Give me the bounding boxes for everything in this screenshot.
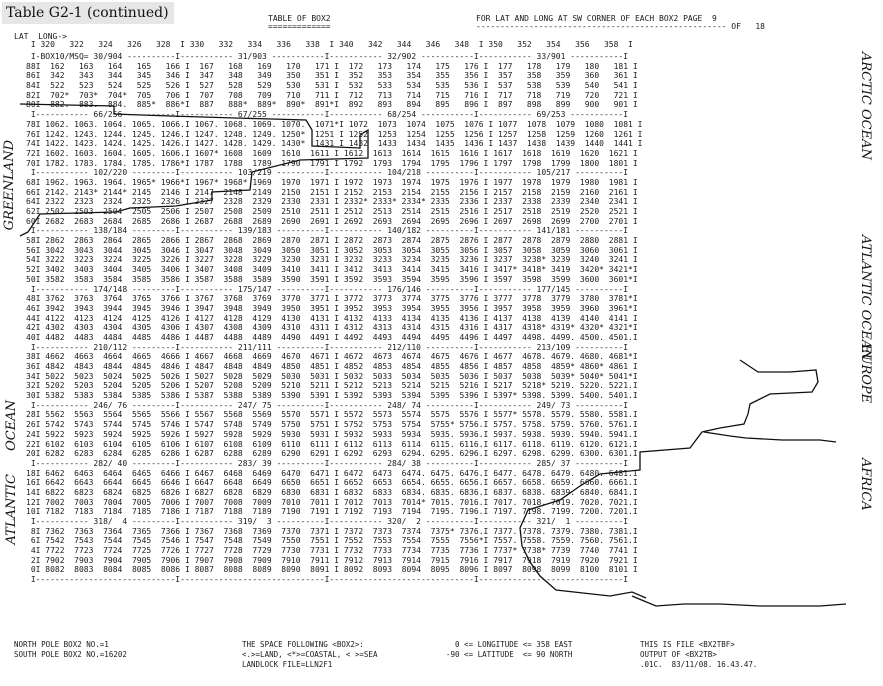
latitude-row: 22I 6102 6103 6104 6105 6106 I 6107 6108 6109 6110 6111 I 6112 6113 6114 6115. 6116.I 6117. 6118. 6119. 6120. 6121.I [26, 439, 638, 449]
latitude-row: 36I 4842 4843 4844 4845 4846 I 4847 4848 4849 4850 4851 I 4852 4853 4854 4855 4856 I 4857 4858 4859* 4860* 4861 I [26, 362, 638, 371]
latitude-row: 48I 3762 3763 3764 3765 3766 I 3767 3768 3769 3770 3771 I 3772 3773 3774 3775 3776 I 3777 3778 3779 3780 3781*I [26, 294, 638, 304]
box10-separator-row: I----------- 66/256 ----------I----------- 67/255 -----------I----------- 68/254 -----------I----------- 69/253 -----------I [26, 110, 629, 120]
latitude-row: 78I 1062. 1063. 1064. 1065. 1066.I 1067. 1068. 1069. 1070. 1071*I 1072 1073 1074 1075 1076 I 1077 1078 1079 1080 1081 I [26, 119, 643, 129]
longitude-header: I 320 322 324 326 328 I 330 332 334 336 338 I 340 342 344 346 348 I 350 352 354 356 358 I [26, 40, 633, 49]
latitude-row: 82I 702* 703* 704* 705 706 I 707 708 709 710 711 I 712 713 714 715 716 I 717 718 719 720 721 I [26, 90, 638, 100]
run-timestamp: .01C. 83/11/08. 16.43.47. [640, 660, 758, 669]
latitude-row: 32I 5202 5203 5204 5205 5206 I 5207 5208 5209 5210 5211 I 5212 5213 5214 5215 5216 I 5217 5218* 5219. 5220. 5221.I [26, 381, 638, 391]
latitude-row: 52I 3402 3403 3404 3405 3406 I 3407 3408 3409 3410 3411 I 3412 3413 3414 3415 3416 I 3417* 3418* 3419 3420* 3421*I [26, 265, 638, 275]
table-title-underline: ============= [268, 22, 331, 31]
south-pole-note: SOUTH POLE BOX2 NO.=16202 [14, 650, 127, 659]
latitude-row: 8I 7362 7363 7364 7365 7366 I 7367 7368 7369 7370 7371 I 7372 7373 7374 7375* 7376.I 7377. 7378. 7379. 7380. 7381.I [26, 526, 638, 536]
page-title-underline: ---------------------------------------------------- OF 18 [476, 22, 765, 31]
europe-coastline [520, 360, 818, 598]
latitude-row: 10I 7182 7183 7184 7185 7186 I 7187 7188 7189 7190 7191 I 7192 7193 7194 7195. 7196.I 7197. 7198. 7199. 7200. 7201.I [26, 507, 638, 517]
north-pole-note: NORTH POLE BOX2 NO.=1 [14, 640, 109, 649]
lat-long-label: LAT LONG-> [14, 32, 67, 41]
latitude-row: 2I 7902 7903 7904 7905 7906 I 7907 7908 7909 7910 7911 I 7912 7913 7914 7915 7916 I 7917 7918 7919 7920 7921 I [26, 555, 638, 565]
latitude-row: 20I 6282 6283 6284 6285 6286 I 6287 6288 6289 6290 6291 I 6292 6293 6294. 6295. 6296.I 6297. 6298. 6299. 6300. 6301.I [26, 449, 638, 459]
latitude-row: 16I 6642 6643 6644 6645 6646 I 6647 6648 6649 6650 6651 I 6652 6653 6654. 6655. 6656.I 6657. 6658. 6659. 6660. 6661.I [26, 478, 638, 488]
greenland-label: GREENLAND [2, 140, 17, 231]
atlantic-ocean-right-label: ATLANTIC OCEAN [858, 235, 873, 361]
latitude-row: 76I 1242. 1243. 1244. 1245. 1246.I 1247. 1248. 1249. 1250* 1251 I 1252 1253 1254 1255 1256 I 1257 1258 1259 1260 1261 I [26, 129, 643, 139]
box10-separator-row: I----------- 246/ 76 ---------I----------- 247/ 75 ----------I----------- 248/ 74 ----------I----------- 249/ 73 ----------I [26, 400, 629, 410]
box10-separator-row: I----------- 138/184 ---------I----------- 139/183 ----------I----------- 140/182 ----------I----------- 141/181 ----------I [26, 226, 629, 236]
latitude-row: 56I 3042 3043 3044 3045 3046 I 3047 3048 3049 3050 3051 I 3052 3053 3054 3055 3056 I 3057 3058 3059 3060 3061 I [26, 245, 638, 255]
output-source: OUTPUT OF <BX2TB> [640, 650, 717, 659]
latitude-row: 40I 4482 4483 4484 4485 4486 I 4487 4488 4489 4490 4491 I 4492 4493 4494 4495 4496 I 4497 4498. 4499. 4500. 4501.I [26, 332, 638, 342]
latitude-row: 6I 7542 7543 7544 7545 7546 I 7547 7548 7549 7550 7551 I 7552 7553 7554 7555 7556*I 7557. 7558. 7559. 7560. 7561.I [26, 536, 638, 546]
legend-heading: THE SPACE FOLLOWING <BOX2>: [242, 640, 364, 649]
latitude-range: -90 <= LATITUDE <= 90 NORTH [446, 650, 573, 659]
latitude-row: 42I 4302 4303 4304 4305 4306 I 4307 4308 4309 4310 4311 I 4312 4313 4314 4315 4316 I 4317 4318* 4319* 4320* 4321*I [26, 323, 638, 333]
latitude-row: 72I 1602. 1603. 1604. 1605. 1606.I 1607* 1608 1609 1610 1611 I 1612 1613 1614 1615 1616 I 1617 1618 1619 1620 1621 I [26, 148, 638, 158]
latitude-row: 58I 2862 2863 2864 2865 2866 I 2867 2868 2869 2870 2871 I 2872 2873 2874 2875 2876 I 2877 2878 2879 2880 2881 I [26, 236, 638, 246]
latitude-row: 68I 1962. 1963. 1964. 1965* 1966*I 1967* 1968* 1969 1970 1971 I 1972 1973 1974 1975 1976 I 1977 1978 1979 1980 1981 I [26, 177, 638, 187]
landlock-file: LANDLOCK FILE=LLN2F1 [242, 660, 333, 669]
arctic-ocean-label: ARCTIC OCEAN [858, 52, 873, 160]
latitude-row: 18I 6462 6463 6464 6465 6466 I 6467 6468 6469 6470 6471 I 6472 6473 6474. 6475. 6476.I 6477. 6478. 6479. 6480. 6481.I [26, 468, 638, 478]
box10-separator-row: I----------- 282/ 40 ---------I----------- 283/ 39 ----------I----------- 284/ 38 ----------I----------- 285/ 37 ----------I [26, 458, 629, 468]
latitude-row: 0I 8082 8083 8084 8085 8086 I 8087 8088 8089 8090 8091 I 8092 8093 8094 8095 8096 I 8097 8098 8099 8100 8101 I [26, 565, 638, 575]
box10-separator-row: I----------- 102/220 ---------I----------- 103/219 ----------I----------- 104/218 ----------I----------- 105/217 ----------I [26, 168, 629, 178]
latitude-row: 46I 3942 3943 3944 3945 3946 I 3947 3948 3949 3950 3951 I 3952 3953 3954 3955 3956 I 3957 3958 3959 3960 3961*I [26, 303, 638, 313]
latitude-row: 34I 5022 5023 5024 5025 5026 I 5027 5028 5029 5030 5031 I 5032 5033 5034 5035 5036 I 5037 5038 5039* 5040* 5041*I [26, 371, 638, 381]
latitude-row: 86I 342 343 344 345 346 I 347 348 349 350 351 I 352 353 354 355 356 I 357 358 359 360 361 I [26, 71, 638, 81]
table-title: TABLE OF BOX2 [268, 14, 331, 23]
longitude-range: 0 <= LONGITUDE <= 358 EAST [446, 640, 573, 649]
latitude-row: 28I 5562 5563 5564 5565 5566 I 5567 5568 5569 5570 5571 I 5572 5573 5574 5575 5576 I 5577* 5578. 5579. 5580. 5581.I [26, 410, 638, 420]
africa-coastline [704, 432, 836, 442]
atlantic-left-label: ATLANTIC [4, 474, 19, 545]
latitude-row: 54I 3222 3223 3224 3225 3226 I 3227 3228 3229 3230 3231 I 3232 3233 3234 3235 3236 I 3237 3238* 3239 3240 3241 I [26, 255, 638, 265]
ocean-left-label: OCEAN [4, 400, 19, 451]
latitude-row: 84I 522 523 524 525 526 I 527 528 529 530 531 I 532 533 534 535 536 I 537 538 539 540 541 I [26, 81, 638, 91]
latitude-row: 70I 1782. 1783. 1784. 1785. 1786*I 1787 1788 1789 1790 1791 I 1792 1793 1794 1795 1796 I 1797 1798 1799 1800 1801 I [26, 158, 638, 168]
latitude-row: 4I 7722 7723 7724 7725 7726 I 7727 7728 7729 7730 7731 I 7732 7733 7734 7735 7736 I 7737* 7738* 7739 7740 7741 I [26, 546, 638, 556]
box10-separator-row: I----------- 210/112 ---------I----------- 211/111 ----------I----------- 212/110 ----------I----------- 213/109 ----------I [26, 342, 629, 352]
latitude-row: 44I 4122 4123 4124 4125 4126 I 4127 4128 4129 4130 4131 I 4132 4133 4134 4135 4136 I 4137 4138 4139 4140 4141 I [26, 313, 638, 323]
file-name: THIS IS FILE <BX2TBF> [640, 640, 735, 649]
legend-symbols: <.>=LAND, <*>=COASTAL, < >=SEA [242, 650, 378, 659]
box10-separator-row: I-----------------------------I------------------------------I------------------------------I------------------------------I [26, 575, 629, 585]
latitude-row: 74I 1422. 1423. 1424. 1425. 1426.I 1427. 1428. 1429. 1430* 1431 I 1432 1433 1434 1435 1436 I 1437 1438 1439 1440 1441 I [26, 139, 643, 149]
latitude-row: 30I 5382 5383 5384 5385 5386 I 5387 5388 5389 5390 5391 I 5392 5393 5394 5395 5396 I 5397* 5398. 5399. 5400. 5401.I [26, 391, 638, 401]
latitude-row: 66I 2142. 2143* 2144* 2145 2146 I 2147 2148 2149 2150 2151 I 2152 2153 2154 2155 2156 I 2157 2158 2159 2160 2161 I [26, 187, 638, 197]
latitude-row: 60I 2682 2683 2684 2685 2686 I 2687 2688 2689 2690 2691 I 2692 2693 2694 2695 2696 I 2697 2698 2699 2700 2701 I [26, 216, 638, 226]
latitude-row: 80I 882. 883. 884. 885* 886*I 887 888* 889* 890* 891*I 892 893 894 895 896 I 897 898 899 900 901 I [26, 100, 638, 110]
latitude-row: 64I 2322 2323 2324 2325 2326 I 2327 2328 2329 2330 2331 I 2332* 2333* 2334* 2335 2336 I 2337 2338 2339 2340 2341 I [26, 197, 638, 207]
box10-separator-row: I----------- 174/148 ---------I----------- 175/147 ----------I----------- 176/146 ----------I----------- 177/145 ----------I [26, 284, 629, 294]
latitude-row: 88I 162 163 164 165 166 I 167 168 169 170 171 I 172 173 174 175 176 I 177 178 179 180 181 I [26, 61, 638, 71]
latitude-row: 38I 4662 4663 4664 4665 4666 I 4667 4668 4669 4670 4671 I 4672 4673 4674 4675 4676 I 4677 4678. 4679. 4680. 4681*I [26, 352, 638, 362]
latitude-row: 50I 3582 3583 3584 3585 3586 I 3587 3588 3589 3590 3591 I 3592 3593 3594 3595 3596 I 3597 3598 3599 3600 3601*I [26, 274, 638, 284]
greenland-coastline [20, 104, 368, 236]
latitude-row: 24I 5922 5923 5924 5925 5926 I 5927 5928 5929 5930 5931 I 5932 5933 5934 5935. 5936.I 5937. 5938. 5939. 5940. 5941.I [26, 429, 638, 439]
latitude-row: 14I 6822 6823 6824 6825 6826 I 6827 6828 6829 6830 6831 I 6832 6833 6834. 6835. 6836.I 6837. 6838. 6839. 6840. 6841.I [26, 487, 638, 497]
latitude-row: 26I 5742 5743 5744 5745 5746 I 5747 5748 5749 5750 5751 I 5752 5753 5754 5755* 5756.I 5757. 5758. 5759. 5760. 5761.I [26, 420, 638, 430]
table-caption: Table G2-1 (continued) [2, 2, 174, 24]
page-title: FOR LAT AND LONG AT SW CORNER OF EACH BOX2 PAGE 9 [476, 14, 717, 23]
gulf-coastline [632, 596, 846, 606]
latitude-row: 12I 7002 7003 7004 7005 7006 I 7007 7008 7009 7010 7011 I 7012 7013 7014* 7015. 7016.I 7017. 7018. 7019. 7020. 7021.I [26, 497, 638, 507]
latitude-row: 62I 2502 2503 2504 2505 2506 I 2507 2508 2509 2510 2511 I 2512 2513 2514 2515 2516 I 2517 2518 2519 2520 2521 I [26, 207, 638, 216]
box10-separator-row: I----------- 318/ 4 ---------I----------- 319/ 3 ----------I----------- 320/ 2 ----------I----------- 321/ 1 ----------I [26, 517, 629, 526]
africa-label: AFRICA [858, 458, 873, 511]
europe-label: EUROPE [858, 344, 873, 404]
box10-separator-row: I-BOX10/MSQ= 30/904 ----------I----------- 31/903 -----------I----------- 32/902 -----------I----------- 33/901 -----------I [26, 52, 629, 61]
